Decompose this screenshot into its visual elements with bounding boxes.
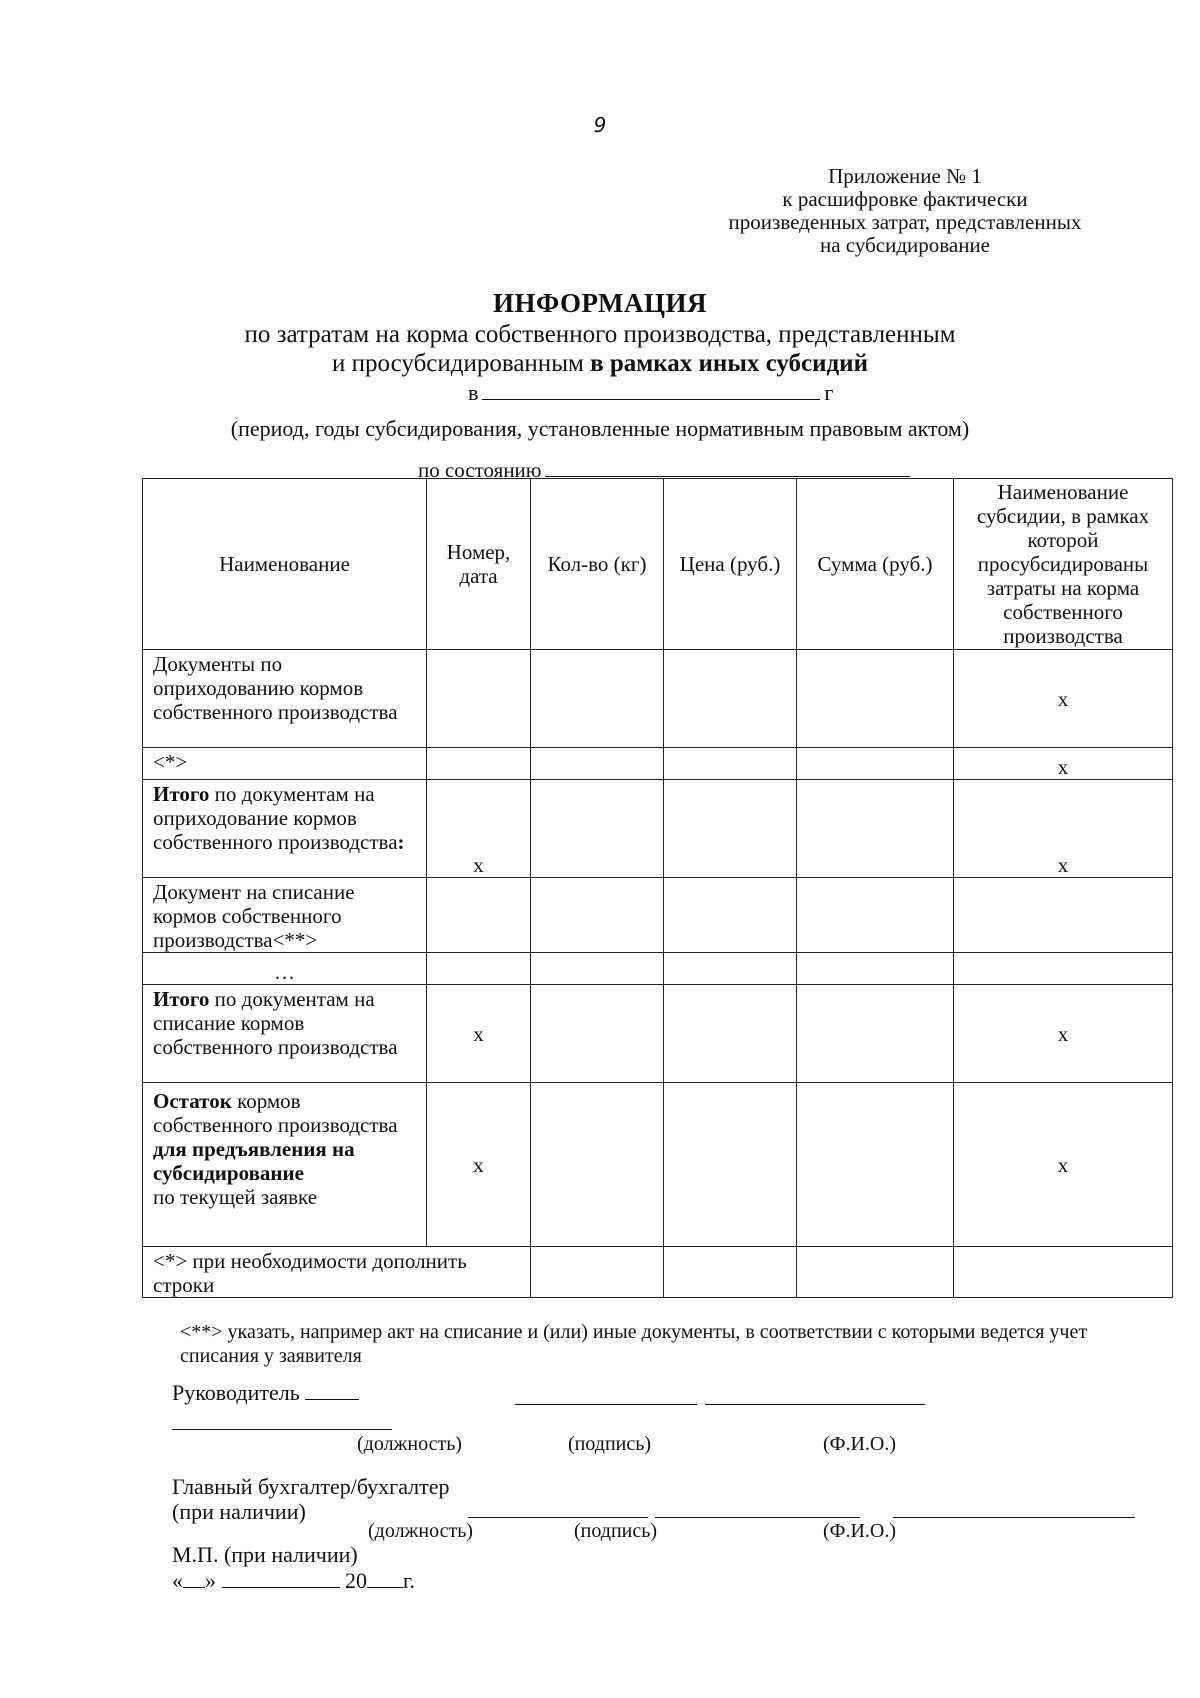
subtitle-line-1: по затратам на корма собственного производства, представленным xyxy=(244,321,956,348)
table-cell[interactable] xyxy=(664,953,797,985)
subtitle-line-2-normal: и просубсидированным xyxy=(332,350,591,377)
table-cell[interactable] xyxy=(427,953,531,985)
year-suffix: г xyxy=(824,380,834,405)
table-row xyxy=(143,650,1173,748)
subtitle-line-2 xyxy=(0,349,1200,378)
header-price: Цена (руб.) xyxy=(664,479,797,650)
appendix-line-1: Приложение № 1 xyxy=(828,164,982,188)
appendix-note xyxy=(690,165,1120,257)
head-signature-line[interactable] xyxy=(515,1404,697,1405)
table-row xyxy=(143,985,1173,1083)
table-cell[interactable] xyxy=(797,1247,954,1298)
table-cell[interactable] xyxy=(664,1083,797,1247)
table-cell[interactable] xyxy=(531,985,664,1083)
cell-x-mark: x xyxy=(954,748,1173,780)
date-line xyxy=(172,1568,415,1594)
table-row xyxy=(143,878,1173,953)
accountant-label-line-1: Главный бухгалтер/бухгалтер xyxy=(172,1474,450,1499)
bold-for-subsidy: для предъявления на субсидирование xyxy=(153,1137,355,1185)
footnote: <**> указать, например акт на списание и (или) иные документы, в соответствии с которыми ведется учет списания у заявителя xyxy=(180,1321,1088,1367)
table-cell[interactable] xyxy=(664,780,797,878)
table-cell[interactable] xyxy=(954,1247,1173,1298)
table-row xyxy=(143,953,1173,985)
date-open-quote: « xyxy=(172,1568,183,1593)
row-receipt-total-label xyxy=(143,780,427,878)
table-cell[interactable] xyxy=(954,878,1173,953)
accountant-signature-line[interactable] xyxy=(655,1517,860,1518)
cell-x-mark: x xyxy=(954,650,1173,748)
table-row xyxy=(143,1083,1173,1247)
table-cell[interactable] xyxy=(531,780,664,878)
accountant-position-caption: (должность) xyxy=(368,1520,473,1542)
stamp-label: М.П. (при наличии) xyxy=(172,1542,358,1567)
accountant-label-line-2: (при наличии) xyxy=(172,1499,306,1524)
row-extra-label: <*> xyxy=(143,748,427,780)
table-cell[interactable] xyxy=(531,748,664,780)
cell-x-mark: x xyxy=(427,985,531,1083)
table-cell[interactable] xyxy=(531,878,664,953)
table-cell[interactable] xyxy=(797,1083,954,1247)
accountant-name-caption: (Ф.И.О.) xyxy=(823,1520,897,1542)
table-row xyxy=(143,1247,1173,1298)
appendix-line-4: на субсидирование xyxy=(820,233,990,257)
accountant-signature-caption: (подпись) xyxy=(574,1520,658,1542)
table-cell[interactable] xyxy=(664,650,797,748)
table-cell[interactable] xyxy=(531,1083,664,1247)
row-writeoff-doc-label: Документ на списание кормов собственного производства<**> xyxy=(143,878,427,953)
table-cell[interactable] xyxy=(664,1247,797,1298)
header-sum: Сумма (руб.) xyxy=(797,479,954,650)
appendix-line-3: произведенных затрат, представленных xyxy=(728,210,1082,234)
header-subsidy-name: Наименование субсидии, в рамках которой просубсидированы затраты на корма собственного производства xyxy=(954,479,1173,650)
year-blank[interactable] xyxy=(482,381,820,400)
cell-x-mark: x xyxy=(954,985,1173,1083)
row-ellipsis: … xyxy=(143,953,427,985)
table-cell[interactable] xyxy=(531,1247,664,1298)
table-cell[interactable] xyxy=(797,953,954,985)
date-year-prefix: 20 xyxy=(345,1568,367,1593)
date-month-blank[interactable] xyxy=(222,1569,340,1588)
table-cell[interactable] xyxy=(797,878,954,953)
document-subtitle xyxy=(0,320,1200,378)
status-label: по состоянию xyxy=(418,458,542,482)
table-cell[interactable] xyxy=(531,953,664,985)
header-number-date: Номер, дата xyxy=(427,479,531,650)
bold-total: Итого xyxy=(153,987,210,1011)
table-cell[interactable] xyxy=(664,985,797,1083)
cell-x-mark: x xyxy=(954,1083,1173,1247)
date-day-blank[interactable] xyxy=(183,1569,205,1588)
table-cell[interactable] xyxy=(797,748,954,780)
row-receipt-docs-label: Документы по оприходованию кормов собственного производства xyxy=(143,650,427,748)
accountant-name-line[interactable] xyxy=(893,1517,1135,1518)
row-remainder-label xyxy=(143,1083,427,1247)
table-cell[interactable] xyxy=(797,985,954,1083)
remainder-text: кормов собственного производства xyxy=(153,1089,398,1137)
table-cell[interactable] xyxy=(531,650,664,748)
table-cell[interactable] xyxy=(427,748,531,780)
year-line xyxy=(468,380,833,406)
period-caption: (период, годы субсидирования, установленные нормативным правовым актом) xyxy=(230,416,970,441)
year-prefix: в xyxy=(468,380,479,405)
table-cell[interactable] xyxy=(954,953,1173,985)
cell-x-mark: x xyxy=(427,1083,531,1247)
date-close-quote: » xyxy=(205,1568,216,1593)
head-signature-caption: (подпись) xyxy=(568,1433,652,1455)
head-label: Руководитель xyxy=(172,1380,300,1405)
head-name-caption: (Ф.И.О.) xyxy=(823,1433,897,1455)
table-header-row xyxy=(143,479,1173,650)
header-quantity: Кол-во (кг) xyxy=(531,479,664,650)
table-cell[interactable] xyxy=(797,780,954,878)
head-position-caption: (должность) xyxy=(357,1433,462,1455)
table-row xyxy=(143,780,1173,878)
subtitle-line-2-bold: в рамках иных субсидий xyxy=(590,350,868,377)
accountant-label xyxy=(172,1474,450,1524)
head-short-line[interactable] xyxy=(305,1381,359,1400)
remainder-current-request: по текущей заявке xyxy=(153,1185,318,1209)
table-cell[interactable] xyxy=(427,878,531,953)
table-cell[interactable] xyxy=(664,748,797,780)
page-number: 9 xyxy=(593,113,607,137)
head-position-line[interactable] xyxy=(172,1429,392,1430)
date-year-suffix: г. xyxy=(403,1568,416,1593)
accountant-position-line[interactable] xyxy=(468,1517,648,1518)
date-year-blank[interactable] xyxy=(367,1569,403,1588)
row-add-rows-note: <*> при необходимости дополнить строки xyxy=(143,1247,531,1298)
bold-remainder: Остаток xyxy=(153,1089,232,1113)
head-signature-label xyxy=(172,1380,359,1406)
table-row xyxy=(143,748,1173,780)
status-blank[interactable] xyxy=(545,460,910,477)
receipt-total-colon: : xyxy=(397,830,405,854)
writeoff-total-text: по документам на списание кормов собственного производства xyxy=(153,987,398,1059)
table-cell[interactable] xyxy=(664,878,797,953)
head-name-line[interactable] xyxy=(705,1404,925,1405)
table-cell[interactable] xyxy=(427,650,531,748)
table-cell[interactable] xyxy=(797,650,954,748)
appendix-line-2: к расшифровке фактически xyxy=(782,187,1028,211)
cell-x-mark: x xyxy=(427,780,531,878)
receipt-total-text: по документам на оприходование кормов собственного производства xyxy=(153,782,398,854)
row-writeoff-total-label xyxy=(143,985,427,1083)
document-title: ИНФОРМАЦИЯ xyxy=(493,288,707,318)
header-name: Наименование xyxy=(143,479,427,650)
expenses-table xyxy=(142,478,1173,1298)
bold-total: Итого xyxy=(153,782,210,806)
cell-x-mark: x xyxy=(954,780,1173,878)
